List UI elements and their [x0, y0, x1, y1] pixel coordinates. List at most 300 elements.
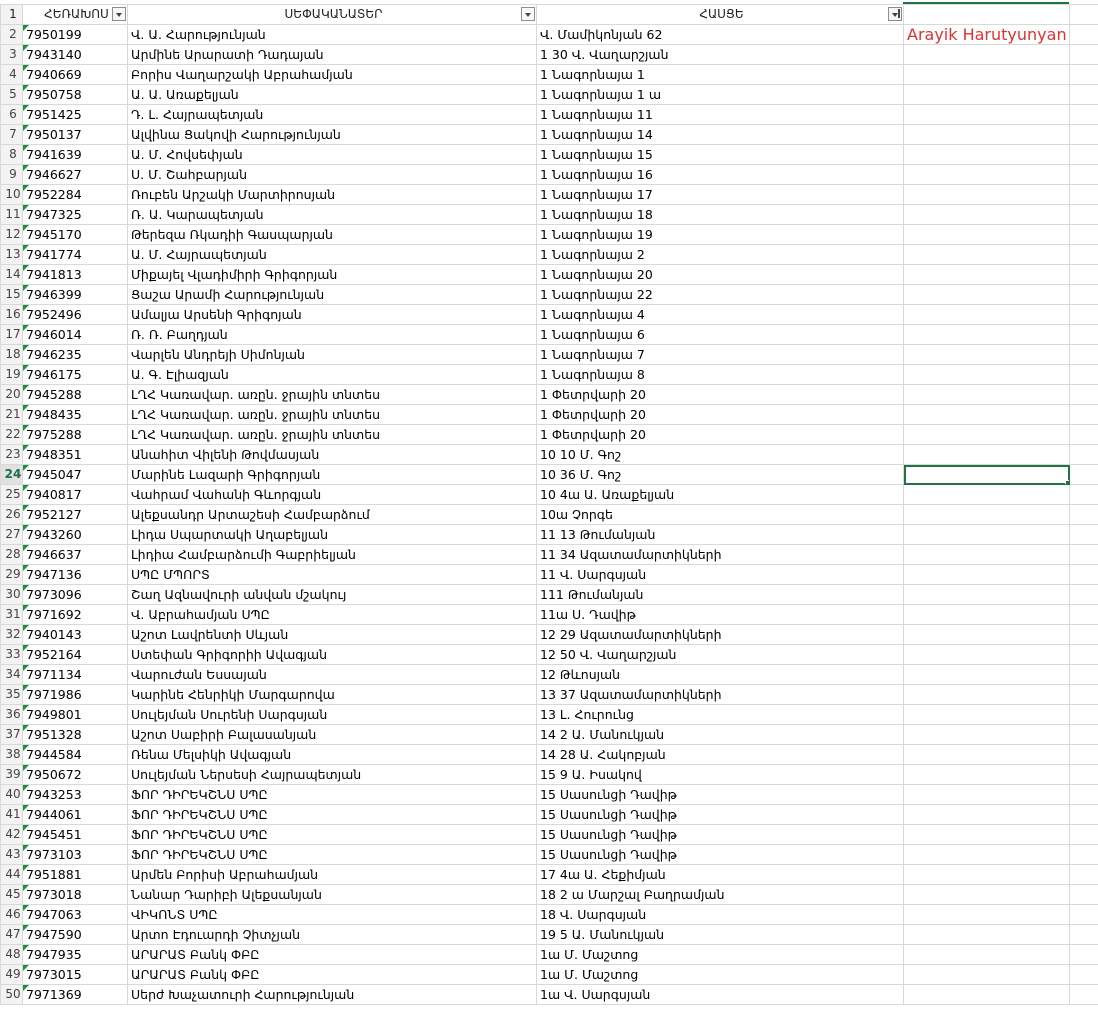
address-cell[interactable]: 11 Վ. Սարգսյան — [537, 565, 904, 585]
cell[interactable] — [1070, 185, 1098, 205]
cell[interactable] — [904, 445, 1070, 465]
owner-cell[interactable]: Դ. Լ. Հայրապետյան — [128, 105, 537, 125]
phone-cell[interactable] — [23, 765, 128, 785]
cell[interactable] — [1070, 245, 1098, 265]
phone-cell[interactable] — [23, 785, 128, 805]
owner-cell[interactable]: Ռենա Մելսիկի Ավագյան — [128, 745, 537, 765]
cell[interactable] — [1070, 765, 1098, 785]
phone-cell[interactable] — [23, 605, 128, 625]
row-header[interactable]: 41 — [1, 805, 23, 825]
phone-cell[interactable] — [23, 405, 128, 425]
address-cell[interactable]: 11 34 Ազատամարտիկների — [537, 545, 904, 565]
address-cell[interactable]: 11ա Ս. Դավիթ — [537, 605, 904, 625]
address-cell[interactable]: 1 Փետրվարի 20 — [537, 425, 904, 445]
address-cell[interactable]: 15 Սասունցի Դավիթ — [537, 785, 904, 805]
cell[interactable] — [1070, 845, 1098, 865]
address-cell[interactable]: 1 Նագորնայա 17 — [537, 185, 904, 205]
address-cell[interactable]: 1 Նագորնայա 4 — [537, 305, 904, 325]
owner-cell[interactable]: Ս. Մ. Շահբարյան — [128, 165, 537, 185]
owner-cell[interactable]: Բորիս Վաղարշակի Աբրահամյան — [128, 65, 537, 85]
cell[interactable] — [1070, 945, 1098, 965]
row-header[interactable]: 35 — [1, 685, 23, 705]
owner-cell[interactable]: ՖՈՐ ԴԻՐԵԿՇՆՍ ՍՊԸ — [128, 805, 537, 825]
cell[interactable] — [904, 345, 1070, 365]
cell[interactable] — [1070, 605, 1098, 625]
row-header[interactable]: 26 — [1, 505, 23, 525]
cell[interactable] — [1070, 285, 1098, 305]
cell[interactable] — [1070, 985, 1098, 1005]
owner-cell[interactable]: Արմինե Արարատի Դադայան — [128, 45, 537, 65]
address-cell[interactable]: 1 Նագորնայա 7 — [537, 345, 904, 365]
address-cell[interactable]: 1 Նագորնայա 1 ա — [537, 85, 904, 105]
cell[interactable] — [904, 425, 1070, 445]
cell[interactable] — [1070, 165, 1098, 185]
row-header[interactable]: 22 — [1, 425, 23, 445]
cell[interactable] — [904, 325, 1070, 345]
cell[interactable] — [904, 945, 1070, 965]
owner-cell[interactable]: ՎԻԿՈՆՏ ՍՊԸ — [128, 905, 537, 925]
address-cell[interactable]: 1ա Մ. Մաշտոց — [537, 945, 904, 965]
phone-cell[interactable] — [23, 245, 128, 265]
address-cell[interactable]: 13 Լ. Հուրունց — [537, 705, 904, 725]
owner-cell[interactable]: Աշոտ Սաբիրի Բալասանյան — [128, 725, 537, 745]
row-header[interactable]: 3 — [1, 45, 23, 65]
row-header[interactable]: 32 — [1, 625, 23, 645]
phone-cell[interactable] — [23, 545, 128, 565]
cell[interactable] — [904, 585, 1070, 605]
owner-cell[interactable]: Ռ. Ռ. Բաղդյան — [128, 325, 537, 345]
address-cell[interactable]: 15 Սասունցի Դավիթ — [537, 845, 904, 865]
address-cell[interactable]: 10ա Չորգե — [537, 505, 904, 525]
cell[interactable] — [1070, 465, 1098, 485]
cell[interactable] — [1070, 745, 1098, 765]
owner-cell[interactable]: Ա. Մ. Հովսեփյան — [128, 145, 537, 165]
cell[interactable] — [1070, 785, 1098, 805]
owner-cell[interactable]: ԱՐԱՐԱՏ Բանկ ՓԲԸ — [128, 945, 537, 965]
address-cell[interactable]: 1 Նագորնայա 19 — [537, 225, 904, 245]
filter-dropdown-icon[interactable] — [112, 7, 126, 21]
cell[interactable] — [1070, 365, 1098, 385]
cell[interactable] — [904, 885, 1070, 905]
owner-cell[interactable]: ԼՂՀ Կառավար. առըն. ջրային տնտես — [128, 385, 537, 405]
owner-cell[interactable]: Սուլեյման Սուրենի Սարգսյան — [128, 705, 537, 725]
cell[interactable] — [1070, 725, 1098, 745]
address-cell[interactable]: 111 Թումանյան — [537, 585, 904, 605]
cell[interactable] — [1070, 225, 1098, 245]
address-cell[interactable]: 1 Նագորնայա 1 — [537, 65, 904, 85]
phone-cell[interactable] — [23, 925, 128, 945]
phone-cell[interactable] — [23, 465, 128, 485]
owner-cell[interactable]: Թերեզա Ռկադիի Գասպարյան — [128, 225, 537, 245]
row-header[interactable]: 7 — [1, 125, 23, 145]
phone-cell[interactable] — [23, 145, 128, 165]
owner-cell[interactable]: Արտո Էդուարդի Չիտչյան — [128, 925, 537, 945]
cell[interactable] — [1070, 825, 1098, 845]
phone-cell[interactable] — [23, 885, 128, 905]
address-cell[interactable]: 1 Նագորնայա 6 — [537, 325, 904, 345]
cell[interactable] — [904, 685, 1070, 705]
row-header[interactable]: 40 — [1, 785, 23, 805]
row-header[interactable]: 30 — [1, 585, 23, 605]
row-header[interactable]: 49 — [1, 965, 23, 985]
cell[interactable] — [1070, 565, 1098, 585]
phone-cell[interactable] — [23, 325, 128, 345]
cell[interactable] — [904, 65, 1070, 85]
address-cell[interactable]: 15 Սասունցի Դավիթ — [537, 805, 904, 825]
owner-cell[interactable]: Միքայել Վլադիմիրի Գրիգորյան — [128, 265, 537, 285]
row-header[interactable]: 12 — [1, 225, 23, 245]
cell[interactable] — [1070, 965, 1098, 985]
row-header[interactable]: 19 — [1, 365, 23, 385]
row-header[interactable]: 33 — [1, 645, 23, 665]
address-cell[interactable]: 10 36 Մ. Գոշ — [537, 465, 904, 485]
address-cell[interactable]: 12 50 Վ. Վաղարշյան — [537, 645, 904, 665]
owner-cell[interactable]: Ստեփան Գրիգորիի Ավագյան — [128, 645, 537, 665]
phone-cell[interactable] — [23, 205, 128, 225]
row-header[interactable]: 9 — [1, 165, 23, 185]
cell[interactable] — [1070, 685, 1098, 705]
address-cell[interactable]: 14 2 Ա. Մանուկյան — [537, 725, 904, 745]
cell[interactable] — [1070, 885, 1098, 905]
row-header[interactable]: 48 — [1, 945, 23, 965]
cell[interactable] — [904, 805, 1070, 825]
address-cell[interactable]: 1 Փետրվարի 20 — [537, 385, 904, 405]
owner-cell[interactable]: Ա. Ա. Առաքելյան — [128, 85, 537, 105]
cell[interactable] — [904, 145, 1070, 165]
cell[interactable] — [1070, 525, 1098, 545]
row-header[interactable]: 43 — [1, 845, 23, 865]
address-cell[interactable]: 11 13 Թումանյան — [537, 525, 904, 545]
address-cell[interactable]: 1 Նագորնայա 15 — [537, 145, 904, 165]
owner-cell[interactable]: ՖՈՐ ԴԻՐԵԿՇՆՍ ՍՊԸ — [128, 825, 537, 845]
cell[interactable] — [904, 365, 1070, 385]
owner-cell[interactable]: Լիդա Սպարտակի Աղաբելյան — [128, 525, 537, 545]
cell[interactable] — [904, 245, 1070, 265]
cell[interactable] — [1070, 805, 1098, 825]
cell[interactable] — [904, 525, 1070, 545]
row-header[interactable]: 29 — [1, 565, 23, 585]
row-header[interactable]: 2 — [1, 25, 23, 45]
cell[interactable] — [1070, 5, 1098, 25]
cell[interactable] — [904, 785, 1070, 805]
phone-cell[interactable] — [23, 185, 128, 205]
row-header[interactable]: 21 — [1, 405, 23, 425]
row-header[interactable]: 10 — [1, 185, 23, 205]
cell[interactable] — [904, 405, 1070, 425]
row-header[interactable]: 1 — [1, 5, 23, 25]
phone-cell[interactable] — [23, 105, 128, 125]
owner-cell[interactable]: Կարինե Հենրիկի Մարգարովա — [128, 685, 537, 705]
cell[interactable] — [904, 105, 1070, 125]
row-header[interactable]: 18 — [1, 345, 23, 365]
address-cell[interactable]: 1 Փետրվարի 20 — [537, 405, 904, 425]
row-header[interactable]: 39 — [1, 765, 23, 785]
cell[interactable] — [904, 865, 1070, 885]
cell[interactable] — [1070, 705, 1098, 725]
cell[interactable] — [1070, 345, 1098, 365]
phone-cell[interactable] — [23, 825, 128, 845]
cell[interactable] — [904, 185, 1070, 205]
row-header[interactable]: 13 — [1, 245, 23, 265]
address-cell[interactable]: 17 4ա Ա. Հեքիմյան — [537, 865, 904, 885]
cell[interactable] — [904, 165, 1070, 185]
owner-cell[interactable]: Ալվինա Ցակովի Հարությունյան — [128, 125, 537, 145]
address-cell[interactable]: 18 2 ա Մարշալ Բաղրամյան — [537, 885, 904, 905]
owner-cell[interactable]: Վարուժան Եսսայան — [128, 665, 537, 685]
row-header[interactable]: 20 — [1, 385, 23, 405]
cell[interactable] — [904, 225, 1070, 245]
owner-cell[interactable]: ՍՊԸ ՄՊՈՐՏ — [128, 565, 537, 585]
row-header[interactable]: 28 — [1, 545, 23, 565]
cell[interactable] — [1070, 425, 1098, 445]
row-header[interactable]: 8 — [1, 145, 23, 165]
address-cell[interactable]: 1 Նագորնայա 11 — [537, 105, 904, 125]
address-cell[interactable]: 14 28 Ա. Հակոբյան — [537, 745, 904, 765]
address-cell[interactable]: 1 Նագորնայա 8 — [537, 365, 904, 385]
address-cell[interactable]: 1 Նագորնայա 2 — [537, 245, 904, 265]
cell[interactable] — [1070, 485, 1098, 505]
cell[interactable] — [1070, 145, 1098, 165]
cell[interactable] — [904, 285, 1070, 305]
phone-cell[interactable] — [23, 585, 128, 605]
phone-cell[interactable] — [23, 345, 128, 365]
row-header[interactable]: 14 — [1, 265, 23, 285]
owner-cell[interactable]: Նանար Դարիբի Ալեքսանյան — [128, 885, 537, 905]
cell[interactable] — [904, 665, 1070, 685]
row-header[interactable]: 44 — [1, 865, 23, 885]
address-cell[interactable]: 15 Սասունցի Դավիթ — [537, 825, 904, 845]
phone-cell[interactable] — [23, 285, 128, 305]
owner-cell[interactable]: Վ. Ա. Հարությունյան — [128, 25, 537, 45]
cell[interactable] — [1070, 385, 1098, 405]
owner-cell[interactable]: Սուլեյման Ներսեսի Հայրապետյան — [128, 765, 537, 785]
row-header[interactable]: 38 — [1, 745, 23, 765]
cell[interactable] — [1070, 325, 1098, 345]
cell[interactable] — [904, 205, 1070, 225]
phone-cell[interactable] — [23, 85, 128, 105]
row-header[interactable]: 37 — [1, 725, 23, 745]
cell[interactable] — [1070, 265, 1098, 285]
cell[interactable] — [1070, 645, 1098, 665]
phone-cell[interactable] — [23, 265, 128, 285]
owner-cell[interactable]: Վ. Աբրահամյան ՍՊԸ — [128, 605, 537, 625]
cell[interactable] — [904, 725, 1070, 745]
owner-cell[interactable]: Վահրամ Վահանի Գևորգյան — [128, 485, 537, 505]
address-cell[interactable]: 18 Վ. Սարգսյան — [537, 905, 904, 925]
address-cell[interactable]: 1 Նագորնայա 14 — [537, 125, 904, 145]
cell[interactable] — [904, 765, 1070, 785]
address-cell[interactable]: 1 Նագորնայա 18 — [537, 205, 904, 225]
cell[interactable] — [1070, 85, 1098, 105]
address-cell[interactable]: 1 30 Վ. Վաղարշյան — [537, 45, 904, 65]
owner-cell[interactable]: Շաղ Ազնավուրի անվան մշակույ — [128, 585, 537, 605]
phone-cell[interactable] — [23, 365, 128, 385]
cell[interactable] — [904, 965, 1070, 985]
cell[interactable] — [904, 925, 1070, 945]
phone-cell[interactable] — [23, 945, 128, 965]
phone-cell[interactable] — [23, 865, 128, 885]
phone-cell[interactable] — [23, 385, 128, 405]
cell[interactable] — [904, 905, 1070, 925]
filter-dropdown-icon[interactable] — [521, 7, 535, 21]
address-cell[interactable]: 1ա Մ. Մաշտոց — [537, 965, 904, 985]
phone-cell[interactable] — [23, 805, 128, 825]
cell[interactable] — [904, 5, 1070, 25]
owner-cell[interactable]: Վարլեն Անդրեյի Սիմոնյան — [128, 345, 537, 365]
owner-cell[interactable]: Արմեն Բորիսի Աբրահամյան — [128, 865, 537, 885]
cell[interactable] — [1070, 405, 1098, 425]
row-header[interactable]: 27 — [1, 525, 23, 545]
address-cell[interactable]: 10 10 Մ. Գոշ — [537, 445, 904, 465]
owner-cell[interactable]: Սերժ Խաչատուրի Հարությունյան — [128, 985, 537, 1005]
cell[interactable] — [904, 485, 1070, 505]
cell[interactable] — [1070, 445, 1098, 465]
cell[interactable] — [1070, 865, 1098, 885]
row-header[interactable]: 5 — [1, 85, 23, 105]
cell[interactable] — [904, 45, 1070, 65]
owner-cell[interactable]: Լիդիա Համբարձումի Գաբրիելյան — [128, 545, 537, 565]
row-header[interactable]: 31 — [1, 605, 23, 625]
cell[interactable] — [904, 605, 1070, 625]
cell[interactable] — [1070, 505, 1098, 525]
sort-filter-icon[interactable] — [888, 7, 902, 21]
cell[interactable] — [904, 625, 1070, 645]
row-header[interactable]: 24 — [1, 465, 23, 485]
phone-cell[interactable] — [23, 65, 128, 85]
owner-cell[interactable]: Մարինե Լազարի Գրիգորյան — [128, 465, 537, 485]
address-cell[interactable]: 1 Նագորնայա 22 — [537, 285, 904, 305]
phone-cell[interactable] — [23, 905, 128, 925]
row-header[interactable]: 4 — [1, 65, 23, 85]
owner-cell[interactable]: Ռուբեն Արշակի Մարտիրոսյան — [128, 185, 537, 205]
phone-cell[interactable] — [23, 45, 128, 65]
cell[interactable] — [904, 985, 1070, 1005]
phone-cell[interactable] — [23, 25, 128, 45]
address-cell[interactable]: 12 29 Ազատամարտիկների — [537, 625, 904, 645]
note-cell[interactable]: Arayik Harutyunyan — [904, 25, 1070, 45]
cell[interactable] — [904, 265, 1070, 285]
phone-cell[interactable] — [23, 845, 128, 865]
cell[interactable] — [904, 745, 1070, 765]
cell[interactable] — [1070, 905, 1098, 925]
owner-cell[interactable]: Ալեքսանդր Արտաշեսի Համբարձում — [128, 505, 537, 525]
phone-cell[interactable] — [23, 745, 128, 765]
cell[interactable] — [1070, 105, 1098, 125]
row-header[interactable]: 17 — [1, 325, 23, 345]
cell[interactable] — [904, 305, 1070, 325]
row-header[interactable]: 50 — [1, 985, 23, 1005]
phone-cell[interactable] — [23, 485, 128, 505]
owner-cell[interactable]: ՖՈՐ ԴԻՐԵԿՇՆՍ ՍՊԸ — [128, 845, 537, 865]
owner-cell[interactable]: Ցաշա Արամի Հարությունյան — [128, 285, 537, 305]
address-cell[interactable]: Վ. Մամիկոնյան 62 — [537, 25, 904, 45]
address-cell[interactable]: 15 9 Ա. Իսակով — [537, 765, 904, 785]
phone-cell[interactable] — [23, 565, 128, 585]
cell[interactable] — [1070, 665, 1098, 685]
address-cell[interactable]: 10 4ա Ա. Առաքելյան — [537, 485, 904, 505]
phone-cell[interactable] — [23, 705, 128, 725]
phone-cell[interactable] — [23, 165, 128, 185]
cell[interactable] — [1070, 625, 1098, 645]
row-header[interactable]: 23 — [1, 445, 23, 465]
owner-cell[interactable]: ՖՈՐ ԴԻՐԵԿՇՆՍ ՍՊԸ — [128, 785, 537, 805]
address-cell[interactable]: 1 Նագորնայա 20 — [537, 265, 904, 285]
phone-cell[interactable] — [23, 505, 128, 525]
cell[interactable] — [1070, 45, 1098, 65]
phone-cell[interactable] — [23, 725, 128, 745]
phone-cell[interactable] — [23, 445, 128, 465]
cell[interactable] — [1070, 65, 1098, 85]
row-header[interactable]: 6 — [1, 105, 23, 125]
owner-cell[interactable]: Աշոտ Լավրենտի Սևյան — [128, 625, 537, 645]
row-header[interactable]: 25 — [1, 485, 23, 505]
owner-cell[interactable]: Ամալյա Արսենի Գրիգոյան — [128, 305, 537, 325]
owner-cell[interactable]: Ա. Մ. Հայրապետյան — [128, 245, 537, 265]
cell[interactable] — [904, 505, 1070, 525]
phone-cell[interactable] — [23, 985, 128, 1005]
phone-cell[interactable] — [23, 645, 128, 665]
cell[interactable] — [904, 645, 1070, 665]
row-header[interactable]: 36 — [1, 705, 23, 725]
cell[interactable] — [904, 705, 1070, 725]
cell[interactable] — [1070, 925, 1098, 945]
row-header[interactable]: 47 — [1, 925, 23, 945]
address-cell[interactable]: 13 37 Ազատամարտիկների — [537, 685, 904, 705]
cell[interactable] — [904, 125, 1070, 145]
cell[interactable] — [904, 845, 1070, 865]
phone-cell[interactable] — [23, 685, 128, 705]
cell[interactable] — [1070, 125, 1098, 145]
cell[interactable] — [1070, 205, 1098, 225]
row-header[interactable]: 46 — [1, 905, 23, 925]
row-header[interactable]: 15 — [1, 285, 23, 305]
cell[interactable] — [1070, 545, 1098, 565]
address-cell[interactable]: 1 Նագորնայա 16 — [537, 165, 904, 185]
row-header[interactable]: 11 — [1, 205, 23, 225]
row-header[interactable]: 34 — [1, 665, 23, 685]
row-header[interactable]: 42 — [1, 825, 23, 845]
phone-cell[interactable] — [23, 525, 128, 545]
cell[interactable] — [904, 825, 1070, 845]
owner-cell[interactable]: ԼՂՀ Կառավար. առըն. ջրային տնտես — [128, 405, 537, 425]
phone-cell[interactable] — [23, 965, 128, 985]
owner-cell[interactable]: ԼՂՀ Կառավար. առըն. ջրային տնտես — [128, 425, 537, 445]
cell[interactable] — [1070, 585, 1098, 605]
row-header[interactable]: 16 — [1, 305, 23, 325]
owner-cell[interactable]: Ա. Գ. Էլիազյան — [128, 365, 537, 385]
cell[interactable] — [1070, 25, 1098, 45]
address-cell[interactable]: 12 Թևոսյան — [537, 665, 904, 685]
row-header[interactable]: 45 — [1, 885, 23, 905]
address-cell[interactable]: 1ա Վ. Սարգսյան — [537, 985, 904, 1005]
phone-cell[interactable] — [23, 125, 128, 145]
owner-cell[interactable]: ԱՐԱՐԱՏ Բանկ ՓԲԸ — [128, 965, 537, 985]
phone-cell[interactable] — [23, 225, 128, 245]
owner-cell[interactable]: Ռ. Ա. Կարապետյան — [128, 205, 537, 225]
cell[interactable] — [904, 565, 1070, 585]
owner-cell[interactable]: Անահիտ Վիլենի Թովմասյան — [128, 445, 537, 465]
address-cell[interactable]: 19 5 Ա. Մանուկյան — [537, 925, 904, 945]
phone-cell[interactable] — [23, 425, 128, 445]
phone-cell[interactable] — [23, 305, 128, 325]
cell[interactable] — [904, 85, 1070, 105]
selected-cell[interactable] — [904, 465, 1070, 485]
cell[interactable] — [1070, 305, 1098, 325]
cell[interactable] — [904, 385, 1070, 405]
phone-cell[interactable] — [23, 625, 128, 645]
cell[interactable] — [904, 545, 1070, 565]
phone-cell[interactable] — [23, 665, 128, 685]
